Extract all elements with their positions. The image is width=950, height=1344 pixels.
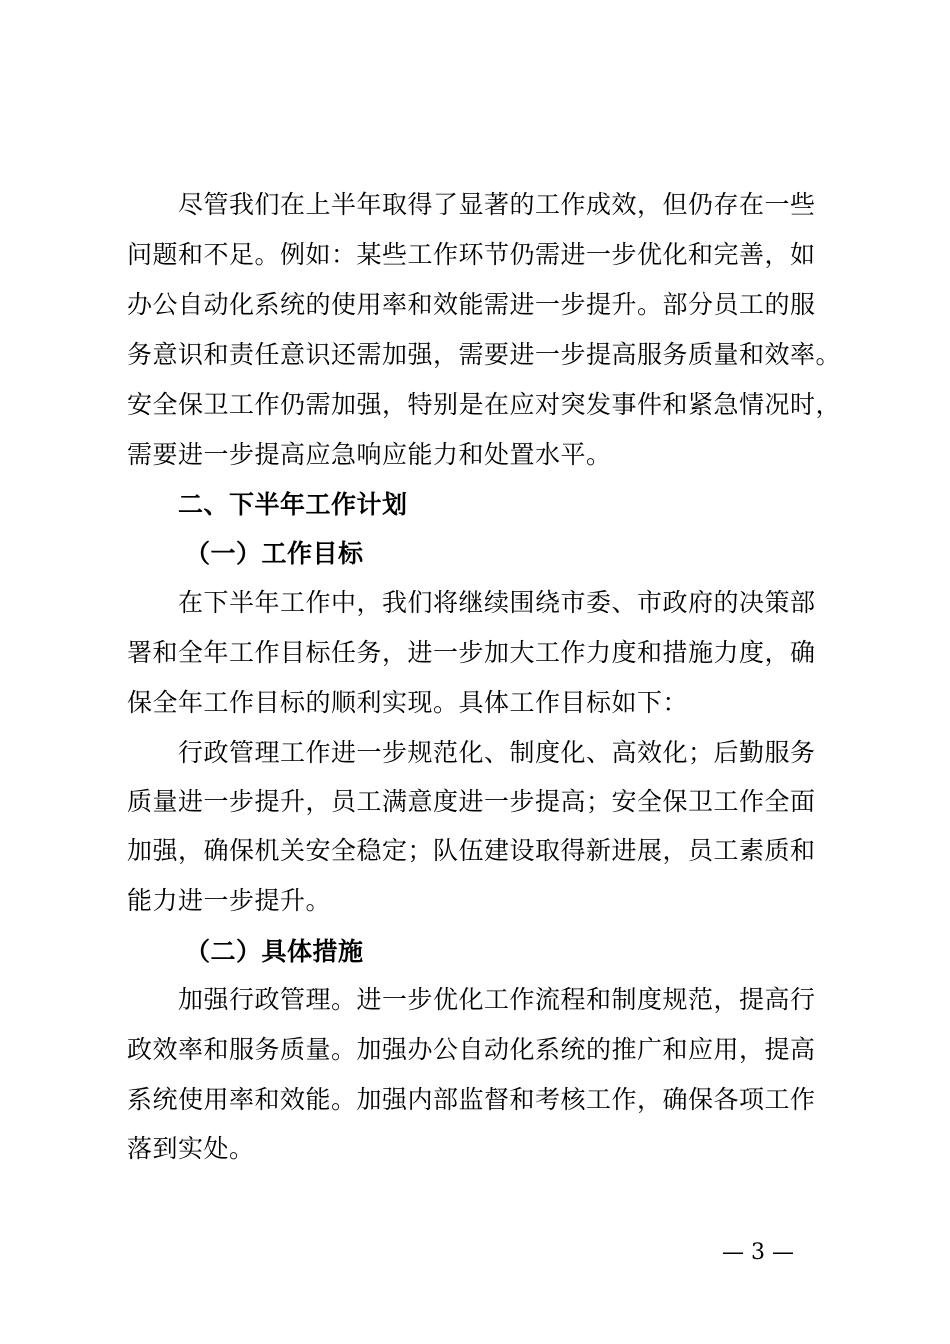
text-line: 加强，确保机关安全稳定；队伍建设取得新进展，员工素质和 [127, 836, 816, 865]
text-line: 在下半年工作中，我们将继续围绕市委、市政府的决策部 [178, 588, 816, 617]
text-line: 问题和不足。例如：某些工作环节仍需进一步优化和完善，如 [127, 240, 816, 269]
text-line: 署和全年工作目标任务，进一步加大工作力度和措施力度，确 [127, 638, 816, 667]
subheading-specific-measures: （二）具体措施 [185, 937, 364, 966]
text-line: 需要进一步提高应急响应能力和处置水平。 [127, 440, 612, 469]
text-line: 尽管我们在上半年取得了显著的工作成效，但仍存在一些 [178, 190, 816, 219]
text-line: 加强行政管理。进一步优化工作流程和制度规范，提高行 [178, 985, 816, 1014]
text-line: 安全保卫工作仍需加强，特别是在应对突发事件和紧急情况时， [127, 390, 842, 419]
text-line: 政效率和服务质量。加强办公自动化系统的推广和应用，提高 [127, 1035, 816, 1064]
page-number: — 3 — [722, 1240, 794, 1265]
text-line: 落到实处。 [127, 1134, 255, 1163]
text-line: 办公自动化系统的使用率和效能需进一步提升。部分员工的服 [127, 290, 816, 319]
text-line: 务意识和责任意识还需加强，需要进一步提高服务质量和效率。 [127, 340, 842, 369]
text-line: 系统使用率和效能。加强内部监督和考核工作，确保各项工作 [127, 1085, 816, 1114]
subheading-work-goals: （一）工作目标 [185, 539, 364, 568]
text-line: 能力进一步提升。 [127, 886, 332, 915]
section-heading: 二、下半年工作计划 [178, 490, 408, 519]
text-line: 保全年工作目标的顺利实现。具体工作目标如下： [127, 688, 689, 717]
text-line: 质量进一步提升，员工满意度进一步提高；安全保卫工作全面 [127, 787, 816, 816]
text-line: 行政管理工作进一步规范化、制度化、高效化；后勤服务 [178, 738, 816, 767]
